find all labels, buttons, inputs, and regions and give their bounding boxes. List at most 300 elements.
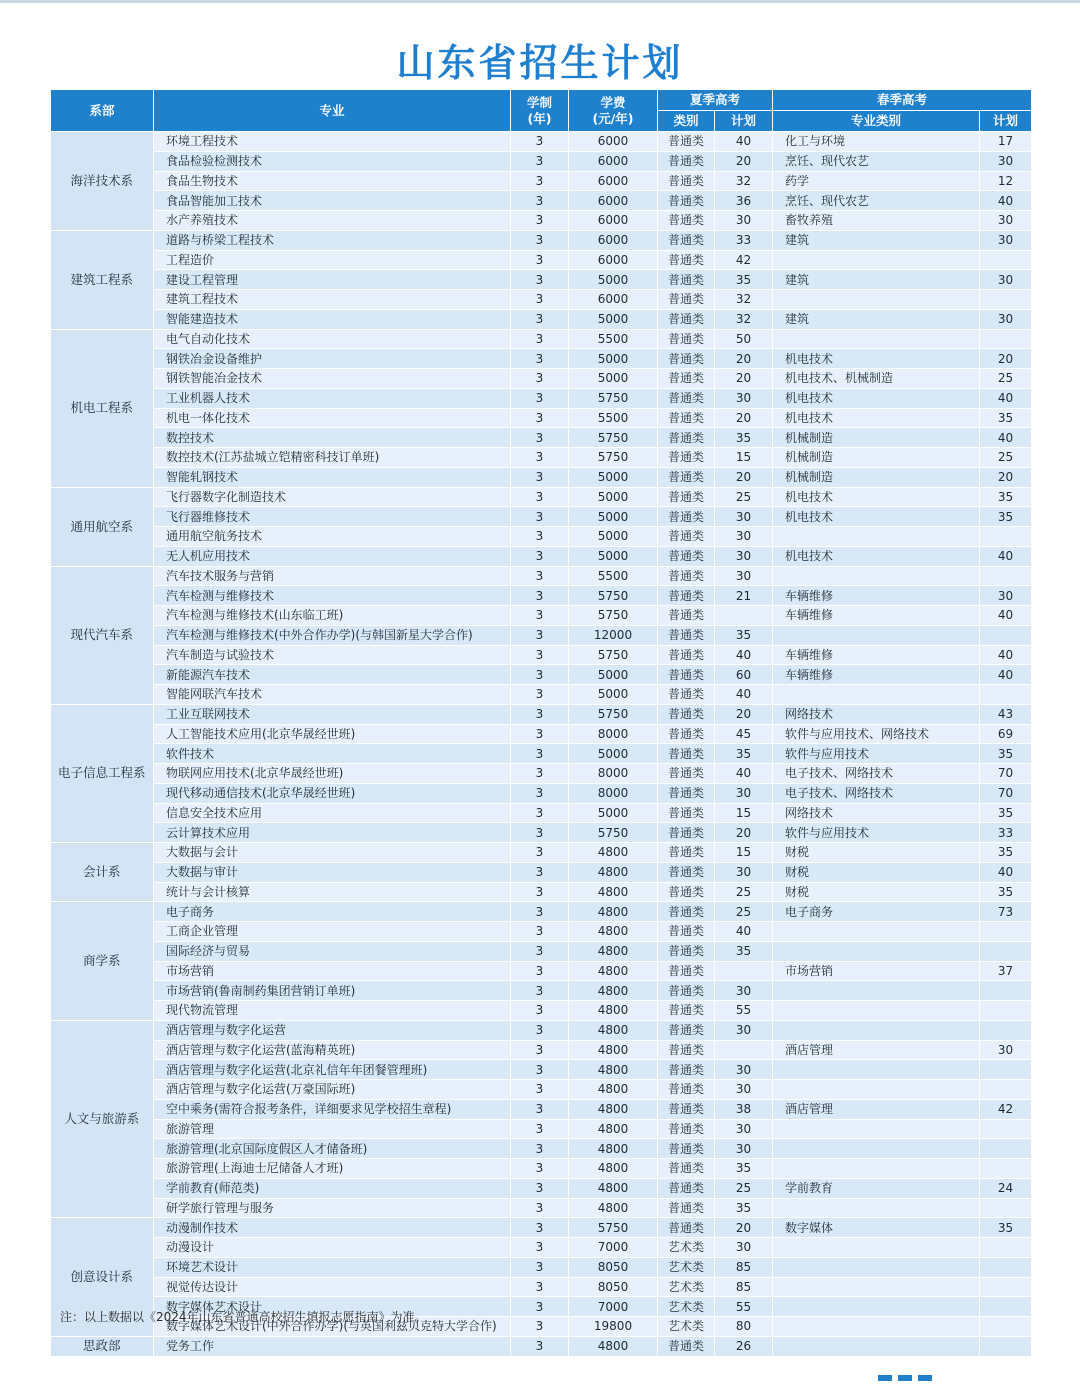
summer-type-cell: 普通类 xyxy=(658,744,715,764)
major-cell: 无人机应用技术 xyxy=(154,546,511,566)
table-row xyxy=(51,744,1032,764)
fee-cell: 8050 xyxy=(569,1257,658,1277)
spring-plan-cell xyxy=(980,1238,1032,1258)
spring-type-cell: 药学 xyxy=(773,171,980,191)
summer-plan-cell: 20 xyxy=(715,369,773,389)
spring-plan-cell: 30 xyxy=(980,1040,1032,1060)
fee-cell: 5000 xyxy=(569,309,658,329)
summer-type-cell: 普通类 xyxy=(658,1198,715,1218)
spring-type-cell: 软件与应用技术 xyxy=(773,744,980,764)
major-cell: 物联网应用技术(北京华晟经世班) xyxy=(154,764,511,784)
years-cell: 3 xyxy=(511,1159,569,1179)
spring-plan-cell: 43 xyxy=(980,704,1032,724)
major-cell: 环境艺术设计 xyxy=(154,1257,511,1277)
years-cell: 3 xyxy=(511,724,569,744)
major-cell: 智能轧钢技术 xyxy=(154,467,511,487)
major-cell: 建设工程管理 xyxy=(154,270,511,290)
fee-cell: 5500 xyxy=(569,408,658,428)
header-dept: 系部 xyxy=(51,90,154,132)
major-cell: 云计算技术应用 xyxy=(154,823,511,843)
spring-type-cell: 机械制造 xyxy=(773,428,980,448)
years-cell: 3 xyxy=(511,744,569,764)
spring-plan-cell xyxy=(980,1159,1032,1179)
summer-plan-cell: 40 xyxy=(715,645,773,665)
fee-cell: 5750 xyxy=(569,645,658,665)
table-row xyxy=(51,507,1032,527)
summer-plan-cell: 20 xyxy=(715,704,773,724)
spring-type-cell: 软件与应用技术、网络技术 xyxy=(773,724,980,744)
dept-cell: 思政部 xyxy=(51,1336,154,1356)
years-cell: 3 xyxy=(511,1119,569,1139)
fee-cell: 4800 xyxy=(569,1336,658,1356)
spring-type-cell: 网络技术 xyxy=(773,704,980,724)
spring-type-cell xyxy=(773,1020,980,1040)
table-row xyxy=(51,1277,1032,1297)
table-row xyxy=(51,151,1032,171)
dept-cell: 通用航空系 xyxy=(51,487,154,566)
summer-type-cell: 普通类 xyxy=(658,507,715,527)
years-cell: 3 xyxy=(511,132,569,152)
table-row xyxy=(51,369,1032,389)
spring-type-cell xyxy=(773,329,980,349)
major-cell: 软件技术 xyxy=(154,744,511,764)
table-row xyxy=(51,388,1032,408)
years-cell: 3 xyxy=(511,428,569,448)
years-cell: 3 xyxy=(511,1218,569,1238)
summer-plan-cell: 26 xyxy=(715,1336,773,1356)
major-cell: 工程造价 xyxy=(154,250,511,270)
fee-cell: 7000 xyxy=(569,1297,658,1317)
years-cell: 3 xyxy=(511,171,569,191)
summer-type-cell: 艺术类 xyxy=(658,1238,715,1258)
fee-cell: 5000 xyxy=(569,487,658,507)
table-row xyxy=(51,1040,1032,1060)
years-cell: 3 xyxy=(511,1020,569,1040)
summer-plan-cell: 30 xyxy=(715,388,773,408)
summer-type-cell: 普通类 xyxy=(658,211,715,231)
summer-plan-cell: 32 xyxy=(715,290,773,310)
summer-type-cell: 普通类 xyxy=(658,151,715,171)
fee-cell: 5000 xyxy=(569,507,658,527)
spring-type-cell: 化工与环境 xyxy=(773,132,980,152)
summer-plan-cell: 30 xyxy=(715,566,773,586)
spring-type-cell: 软件与应用技术 xyxy=(773,823,980,843)
years-cell: 3 xyxy=(511,1257,569,1277)
summer-plan-cell: 30 xyxy=(715,981,773,1001)
summer-plan-cell: 80 xyxy=(715,1317,773,1337)
table-row xyxy=(51,1257,1032,1277)
fee-cell: 5000 xyxy=(569,467,658,487)
summer-type-cell: 普通类 xyxy=(658,448,715,468)
spring-plan-cell xyxy=(980,625,1032,645)
summer-type-cell: 普通类 xyxy=(658,724,715,744)
years-cell: 3 xyxy=(511,566,569,586)
spring-plan-cell: 30 xyxy=(980,309,1032,329)
table-row xyxy=(51,487,1032,507)
summer-plan-cell: 33 xyxy=(715,230,773,250)
spring-plan-cell: 30 xyxy=(980,270,1032,290)
fee-cell: 4800 xyxy=(569,1040,658,1060)
summer-type-cell: 普通类 xyxy=(658,1060,715,1080)
fee-cell: 4800 xyxy=(569,961,658,981)
fee-cell: 4800 xyxy=(569,1159,658,1179)
spring-plan-cell: 35 xyxy=(980,803,1032,823)
years-cell: 3 xyxy=(511,1317,569,1337)
major-cell: 空中乘务(需符合报考条件，详细要求见学校招生章程) xyxy=(154,1099,511,1119)
fee-cell: 5750 xyxy=(569,388,658,408)
spring-type-cell xyxy=(773,922,980,942)
spring-type-cell: 财税 xyxy=(773,843,980,863)
years-cell: 3 xyxy=(511,1139,569,1159)
table-row xyxy=(51,1218,1032,1238)
fee-cell: 5000 xyxy=(569,349,658,369)
table-row xyxy=(51,250,1032,270)
fee-cell: 5750 xyxy=(569,1218,658,1238)
spring-type-cell: 车辆维修 xyxy=(773,606,980,626)
spring-plan-cell xyxy=(980,329,1032,349)
years-cell: 3 xyxy=(511,1099,569,1119)
years-cell: 3 xyxy=(511,1336,569,1356)
header-spring: 春季高考 xyxy=(773,90,1032,111)
summer-plan-cell: 25 xyxy=(715,902,773,922)
spring-plan-cell: 20 xyxy=(980,467,1032,487)
years-cell: 3 xyxy=(511,665,569,685)
summer-type-cell: 普通类 xyxy=(658,803,715,823)
summer-plan-cell: 30 xyxy=(715,211,773,231)
spring-type-cell xyxy=(773,1257,980,1277)
dept-cell: 会计系 xyxy=(51,843,154,902)
major-cell: 汽车检测与维修技术 xyxy=(154,586,511,606)
summer-type-cell: 普通类 xyxy=(658,270,715,290)
summer-type-cell: 普通类 xyxy=(658,941,715,961)
summer-type-cell: 普通类 xyxy=(658,882,715,902)
summer-plan-cell: 30 xyxy=(715,1238,773,1258)
years-cell: 3 xyxy=(511,211,569,231)
summer-type-cell: 普通类 xyxy=(658,1139,715,1159)
table-row xyxy=(51,922,1032,942)
summer-type-cell: 普通类 xyxy=(658,606,715,626)
table-row xyxy=(51,270,1032,290)
spring-type-cell xyxy=(773,1001,980,1021)
spring-plan-cell: 24 xyxy=(980,1178,1032,1198)
major-cell: 电子商务 xyxy=(154,902,511,922)
summer-type-cell: 普通类 xyxy=(658,428,715,448)
summer-plan-cell: 35 xyxy=(715,941,773,961)
spring-type-cell: 酒店管理 xyxy=(773,1099,980,1119)
summer-type-cell: 普通类 xyxy=(658,369,715,389)
spring-plan-cell: 40 xyxy=(980,862,1032,882)
fee-cell: 5750 xyxy=(569,428,658,448)
table-row xyxy=(51,467,1032,487)
table-row xyxy=(51,448,1032,468)
summer-plan-cell: 21 xyxy=(715,586,773,606)
summer-type-cell: 普通类 xyxy=(658,487,715,507)
summer-type-cell: 普通类 xyxy=(658,309,715,329)
summer-plan-cell: 35 xyxy=(715,1198,773,1218)
corner-decoration xyxy=(878,1366,968,1376)
table-row xyxy=(51,862,1032,882)
fee-cell: 8000 xyxy=(569,783,658,803)
summer-plan-cell: 55 xyxy=(715,1297,773,1317)
major-cell: 工业互联网技术 xyxy=(154,704,511,724)
summer-type-cell: 普通类 xyxy=(658,329,715,349)
spring-type-cell: 烹饪、现代农艺 xyxy=(773,151,980,171)
summer-type-cell: 普通类 xyxy=(658,191,715,211)
summer-type-cell: 艺术类 xyxy=(658,1277,715,1297)
dept-cell: 机电工程系 xyxy=(51,329,154,487)
years-cell: 3 xyxy=(511,704,569,724)
spring-type-cell: 机电技术、机械制造 xyxy=(773,369,980,389)
years-cell: 3 xyxy=(511,448,569,468)
spring-type-cell: 建筑 xyxy=(773,230,980,250)
fee-cell: 5000 xyxy=(569,527,658,547)
spring-type-cell: 机械制造 xyxy=(773,467,980,487)
years-cell: 3 xyxy=(511,467,569,487)
summer-plan-cell: 25 xyxy=(715,882,773,902)
spring-plan-cell: 40 xyxy=(980,428,1032,448)
table-row xyxy=(51,1001,1032,1021)
major-cell: 智能网联汽车技术 xyxy=(154,685,511,705)
top-divider xyxy=(0,0,1080,3)
fee-cell: 5500 xyxy=(569,329,658,349)
spring-plan-cell: 35 xyxy=(980,744,1032,764)
spring-plan-cell: 35 xyxy=(980,882,1032,902)
table-body xyxy=(51,132,1032,1357)
years-cell: 3 xyxy=(511,309,569,329)
table-row xyxy=(51,902,1032,922)
major-cell: 汽车制造与试验技术 xyxy=(154,645,511,665)
spring-type-cell: 机电技术 xyxy=(773,388,980,408)
summer-plan-cell: 30 xyxy=(715,783,773,803)
spring-plan-cell: 35 xyxy=(980,507,1032,527)
table-row xyxy=(51,349,1032,369)
table-row xyxy=(51,645,1032,665)
summer-plan-cell: 36 xyxy=(715,191,773,211)
spring-plan-cell xyxy=(980,1257,1032,1277)
years-cell: 3 xyxy=(511,388,569,408)
spring-type-cell: 学前教育 xyxy=(773,1178,980,1198)
major-cell: 汽车检测与维修技术(山东临工班) xyxy=(154,606,511,626)
dept-cell: 建筑工程系 xyxy=(51,230,154,329)
spring-plan-cell: 35 xyxy=(980,1218,1032,1238)
table-row xyxy=(51,704,1032,724)
fee-cell: 8000 xyxy=(569,724,658,744)
years-cell: 3 xyxy=(511,586,569,606)
spring-type-cell: 机电技术 xyxy=(773,487,980,507)
spring-type-cell: 车辆维修 xyxy=(773,665,980,685)
years-cell: 3 xyxy=(511,922,569,942)
fee-cell: 6000 xyxy=(569,211,658,231)
spring-plan-cell: 40 xyxy=(980,606,1032,626)
spring-plan-cell: 25 xyxy=(980,448,1032,468)
years-cell: 3 xyxy=(511,507,569,527)
table-row xyxy=(51,1159,1032,1179)
spring-type-cell xyxy=(773,1139,980,1159)
dept-cell: 电子信息工程系 xyxy=(51,704,154,842)
table-row xyxy=(51,1080,1032,1100)
fee-cell: 5500 xyxy=(569,566,658,586)
table-row xyxy=(51,843,1032,863)
summer-plan-cell: 30 xyxy=(715,862,773,882)
spring-type-cell: 市场营销 xyxy=(773,961,980,981)
summer-plan-cell: 20 xyxy=(715,408,773,428)
spring-type-cell: 烹饪、现代农艺 xyxy=(773,191,980,211)
major-cell: 钢铁智能冶金技术 xyxy=(154,369,511,389)
fee-cell: 5000 xyxy=(569,685,658,705)
table-row xyxy=(51,882,1032,902)
major-cell: 酒店管理与数字化运营 xyxy=(154,1020,511,1040)
summer-plan-cell: 30 xyxy=(715,1119,773,1139)
summer-type-cell: 普通类 xyxy=(658,132,715,152)
summer-type-cell: 普通类 xyxy=(658,1040,715,1060)
spring-plan-cell: 69 xyxy=(980,724,1032,744)
fee-cell: 4800 xyxy=(569,1020,658,1040)
major-cell: 信息安全技术应用 xyxy=(154,803,511,823)
summer-type-cell: 普通类 xyxy=(658,1218,715,1238)
summer-type-cell: 普通类 xyxy=(658,843,715,863)
summer-plan-cell: 55 xyxy=(715,1001,773,1021)
summer-type-cell: 普通类 xyxy=(658,527,715,547)
major-cell: 飞行器数字化制造技术 xyxy=(154,487,511,507)
major-cell: 机电一体化技术 xyxy=(154,408,511,428)
spring-plan-cell: 30 xyxy=(980,230,1032,250)
summer-plan-cell: 35 xyxy=(715,744,773,764)
spring-plan-cell xyxy=(980,941,1032,961)
summer-type-cell: 普通类 xyxy=(658,823,715,843)
spring-plan-cell xyxy=(980,1060,1032,1080)
summer-plan-cell xyxy=(715,1040,773,1060)
years-cell: 3 xyxy=(511,1297,569,1317)
dept-cell: 人文与旅游系 xyxy=(51,1020,154,1218)
major-cell: 工商企业管理 xyxy=(154,922,511,942)
years-cell: 3 xyxy=(511,329,569,349)
summer-type-cell: 普通类 xyxy=(658,566,715,586)
spring-plan-cell xyxy=(980,922,1032,942)
summer-type-cell: 普通类 xyxy=(658,546,715,566)
table-row xyxy=(51,685,1032,705)
spring-type-cell xyxy=(773,1238,980,1258)
spring-plan-cell: 40 xyxy=(980,665,1032,685)
fee-cell: 6000 xyxy=(569,230,658,250)
summer-type-cell: 普通类 xyxy=(658,1020,715,1040)
table-row xyxy=(51,230,1032,250)
table-row xyxy=(51,961,1032,981)
header-summer-plan: 计划 xyxy=(715,111,773,132)
major-cell: 动漫设计 xyxy=(154,1238,511,1258)
summer-plan-cell: 30 xyxy=(715,527,773,547)
spring-plan-cell: 70 xyxy=(980,783,1032,803)
spring-plan-cell: 30 xyxy=(980,151,1032,171)
summer-type-cell: 普通类 xyxy=(658,1119,715,1139)
header-summer: 夏季高考 xyxy=(658,90,773,111)
years-cell: 3 xyxy=(511,349,569,369)
years-cell: 3 xyxy=(511,527,569,547)
spring-plan-cell: 20 xyxy=(980,349,1032,369)
years-cell: 3 xyxy=(511,250,569,270)
summer-type-cell: 普通类 xyxy=(658,230,715,250)
major-cell: 食品检验检测技术 xyxy=(154,151,511,171)
summer-type-cell: 普通类 xyxy=(658,685,715,705)
summer-plan-cell: 15 xyxy=(715,843,773,863)
years-cell: 3 xyxy=(511,1040,569,1060)
spring-plan-cell xyxy=(980,1020,1032,1040)
summer-plan-cell: 30 xyxy=(715,1139,773,1159)
spring-type-cell: 机电技术 xyxy=(773,349,980,369)
years-cell: 3 xyxy=(511,843,569,863)
table-row xyxy=(51,329,1032,349)
spring-type-cell xyxy=(773,527,980,547)
summer-plan-cell: 45 xyxy=(715,724,773,744)
table-row xyxy=(51,1178,1032,1198)
summer-plan-cell: 30 xyxy=(715,1060,773,1080)
spring-type-cell xyxy=(773,1080,980,1100)
summer-type-cell: 普通类 xyxy=(658,290,715,310)
summer-type-cell: 普通类 xyxy=(658,783,715,803)
table-row xyxy=(51,625,1032,645)
spring-type-cell: 网络技术 xyxy=(773,803,980,823)
summer-plan-cell: 40 xyxy=(715,685,773,705)
years-cell: 3 xyxy=(511,941,569,961)
years-cell: 3 xyxy=(511,270,569,290)
fee-cell: 5750 xyxy=(569,823,658,843)
spring-plan-cell: 40 xyxy=(980,191,1032,211)
summer-type-cell: 普通类 xyxy=(658,1159,715,1179)
summer-type-cell: 普通类 xyxy=(658,1080,715,1100)
table-row xyxy=(51,191,1032,211)
major-cell: 数字媒体艺术设计 xyxy=(154,1297,511,1317)
spring-type-cell: 畜牧养殖 xyxy=(773,211,980,231)
spring-plan-cell xyxy=(980,1198,1032,1218)
major-cell: 数控技术 xyxy=(154,428,511,448)
major-cell: 酒店管理与数字化运营(蓝海精英班) xyxy=(154,1040,511,1060)
spring-type-cell: 建筑 xyxy=(773,270,980,290)
fee-cell: 6000 xyxy=(569,250,658,270)
spring-plan-cell: 40 xyxy=(980,388,1032,408)
summer-type-cell: 普通类 xyxy=(658,1178,715,1198)
spring-type-cell: 电子技术、网络技术 xyxy=(773,764,980,784)
fee-cell: 4800 xyxy=(569,1198,658,1218)
table-row xyxy=(51,665,1032,685)
spring-type-cell xyxy=(773,250,980,270)
years-cell: 3 xyxy=(511,981,569,1001)
years-cell: 3 xyxy=(511,290,569,310)
summer-type-cell: 普通类 xyxy=(658,764,715,784)
spring-plan-cell xyxy=(980,527,1032,547)
summer-plan-cell: 35 xyxy=(715,270,773,290)
fee-cell: 5000 xyxy=(569,369,658,389)
spring-type-cell: 机电技术 xyxy=(773,546,980,566)
fee-cell: 6000 xyxy=(569,191,658,211)
summer-type-cell: 普通类 xyxy=(658,586,715,606)
spring-type-cell: 机电技术 xyxy=(773,507,980,527)
spring-plan-cell: 33 xyxy=(980,823,1032,843)
table-row xyxy=(51,309,1032,329)
major-cell: 食品生物技术 xyxy=(154,171,511,191)
major-cell: 汽车检测与维修技术(中外合作办学)(与韩国新星大学合作) xyxy=(154,625,511,645)
summer-plan-cell: 60 xyxy=(715,665,773,685)
years-cell: 3 xyxy=(511,902,569,922)
table-row xyxy=(51,527,1032,547)
major-cell: 水产养殖技术 xyxy=(154,211,511,231)
years-cell: 3 xyxy=(511,803,569,823)
spring-type-cell: 酒店管理 xyxy=(773,1040,980,1060)
table-row xyxy=(51,783,1032,803)
spring-type-cell xyxy=(773,1159,980,1179)
summer-plan-cell: 20 xyxy=(715,349,773,369)
table-row xyxy=(51,586,1032,606)
spring-type-cell: 财税 xyxy=(773,882,980,902)
fee-cell: 4800 xyxy=(569,1099,658,1119)
